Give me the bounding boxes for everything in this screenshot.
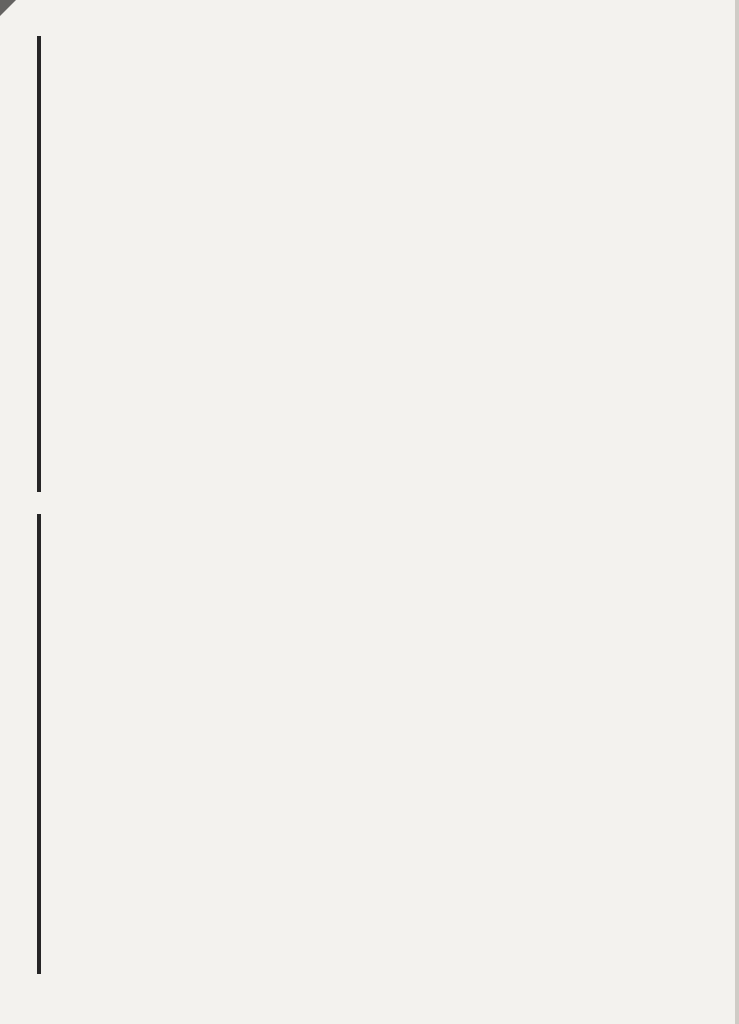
roster-table-lower bbox=[37, 514, 41, 974]
scan-edge-shadow bbox=[735, 0, 739, 1024]
scan-corner-artifact bbox=[0, 0, 16, 16]
roster-table-upper bbox=[37, 36, 41, 492]
